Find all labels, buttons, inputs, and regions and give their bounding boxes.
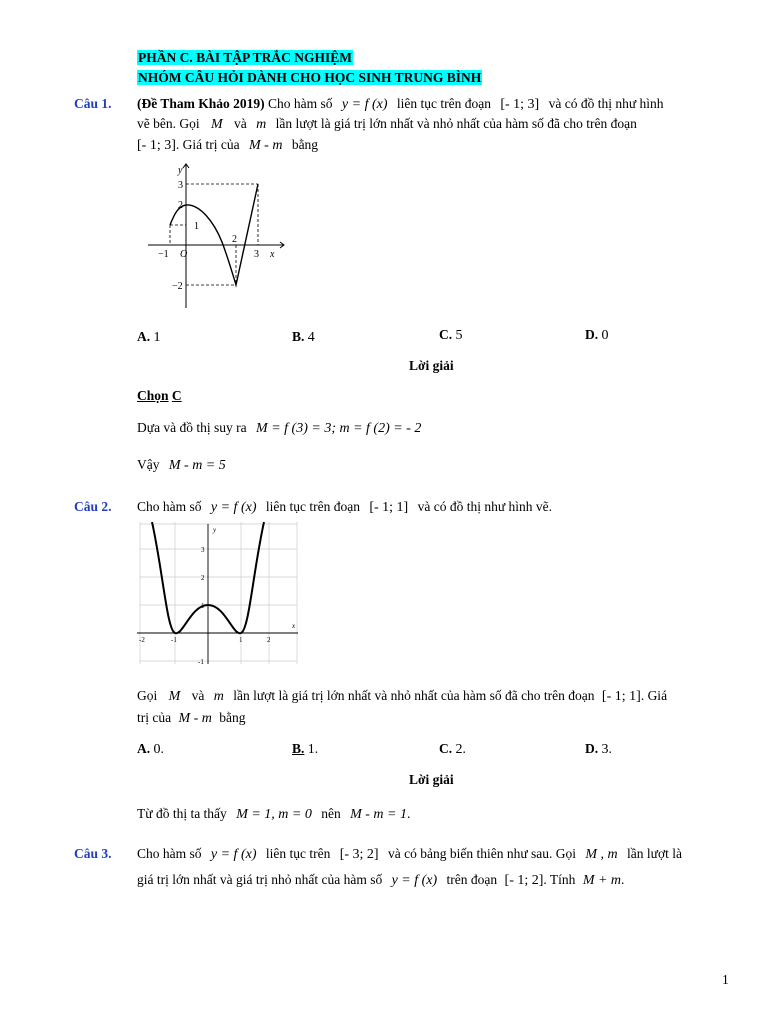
- svg-text:1: 1: [194, 221, 199, 232]
- svg-text:2: 2: [267, 636, 271, 644]
- svg-text:x: x: [270, 249, 275, 260]
- q1-solution-title: Lời giải: [409, 358, 454, 373]
- q1-option-b[interactable]: B. 4: [292, 329, 315, 345]
- q1-line1: (Đề Tham Khảo 2019) Cho hàm số y = f (x) liên tục trên đoạn [- 1; 3] và có đồ thị như hình: [137, 96, 664, 112]
- svg-text:2: 2: [232, 234, 237, 245]
- q1-curve: [170, 184, 258, 285]
- svg-text:1: 1: [201, 602, 205, 610]
- svg-text:y: y: [213, 526, 217, 534]
- q3-line1: Cho hàm số y = f (x) liên tục trên [- 3; 2] và có bảng biến thiên như sau. Gọi M , m lần lượt là: [137, 846, 682, 862]
- group-title: NHÓM CÂU HỎI DÀNH CHO HỌC SINH TRUNG BÌNH: [138, 70, 482, 85]
- q1-option-c[interactable]: C. 5: [439, 327, 463, 343]
- q1-solution-line2: Vậy M - m = 5: [137, 457, 226, 473]
- svg-text:2: 2: [178, 200, 183, 211]
- svg-text:2: 2: [201, 574, 205, 582]
- q3-line2: giá trị lớn nhất và giá trị nhỏ nhất của hàm số y = f (x) trên đoạn [- 1; 2]. Tính M + m.: [137, 872, 625, 888]
- q2-option-a[interactable]: A. 0.: [137, 741, 164, 757]
- svg-text:y: y: [178, 165, 183, 176]
- q1-function-graph: [148, 160, 288, 310]
- q1-line3: [- 1; 3]. Giá trị của M - m bằng: [137, 137, 319, 153]
- svg-text:−1: −1: [158, 249, 169, 260]
- svg-text:3: 3: [254, 249, 259, 260]
- q2-function-graph: [135, 522, 300, 667]
- svg-text:-2: -2: [139, 636, 145, 644]
- q1-option-d[interactable]: D. 0: [585, 327, 609, 343]
- svg-text:O: O: [180, 249, 188, 260]
- svg-text:-1: -1: [198, 658, 204, 666]
- page-number: 1: [722, 972, 729, 987]
- q1-choose: Chọn C: [137, 388, 182, 403]
- svg-text:−2: −2: [172, 281, 183, 292]
- q3-label: Câu 3.: [74, 846, 112, 861]
- q2-label: Câu 2.: [74, 499, 112, 514]
- svg-text:1: 1: [239, 636, 243, 644]
- q1-solution-line1: Dựa và đồ thị suy ra M = f (3) = 3; m = f (2) = - 2: [137, 420, 422, 436]
- q2-option-b[interactable]: B. 1.: [292, 741, 319, 757]
- q2-line2: Gọi M và m lần lượt là giá trị lớn nhất và nhỏ nhất của hàm số đã cho trên đoạn [- 1; 1]. Giá: [137, 688, 668, 704]
- q2-solution-line1: Từ đồ thị ta thấy M = 1, m = 0 nên M - m = 1.: [137, 806, 411, 822]
- q2-line3: trị của M - m bằng: [137, 710, 246, 726]
- q2-option-c[interactable]: C. 2.: [439, 741, 466, 757]
- q2-solution-title: Lời giải: [409, 772, 454, 787]
- section-title: PHẦN C. BÀI TẬP TRẮC NGHIỆM: [138, 50, 353, 65]
- q2-option-d[interactable]: D. 3.: [585, 741, 612, 757]
- svg-text:-1: -1: [171, 636, 177, 644]
- q1-option-a[interactable]: A. 1: [137, 329, 161, 345]
- svg-text:3: 3: [201, 546, 205, 554]
- svg-text:3: 3: [178, 180, 183, 191]
- q2-line1: Cho hàm số y = f (x) liên tục trên đoạn [- 1; 1] và có đồ thị như hình vẽ.: [137, 499, 553, 515]
- svg-text:x: x: [292, 622, 296, 630]
- q1-line2: vẽ bên. Gọi M và m lần lượt là giá trị lớn nhất và nhỏ nhất của hàm số đã cho trên đoạn: [137, 116, 637, 132]
- q1-label: Câu 1.: [74, 96, 112, 111]
